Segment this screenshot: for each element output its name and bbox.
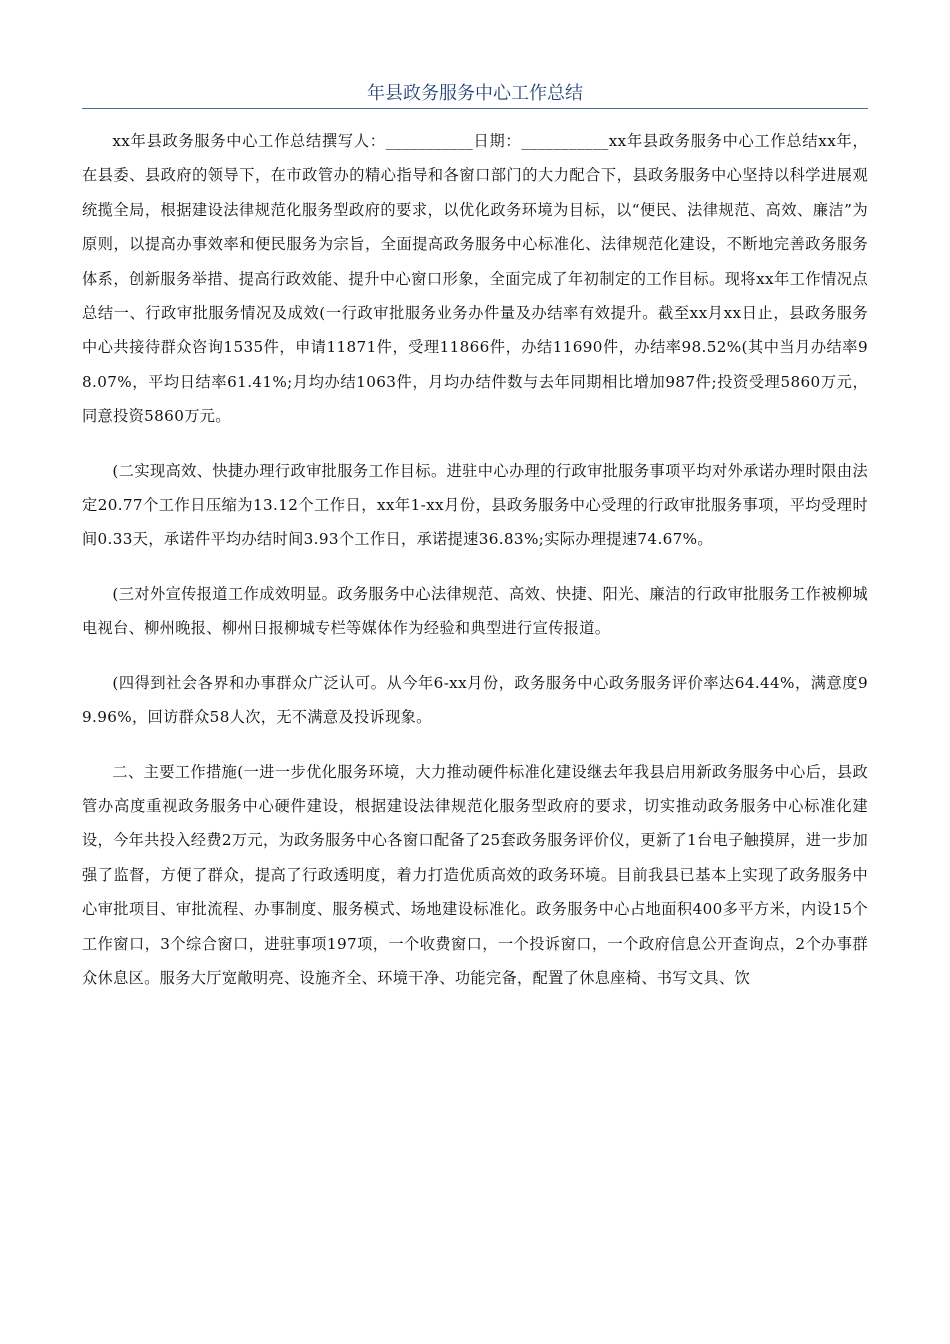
- paragraph-recognition: (四得到社会各界和办事群众广泛认可。从今年6-xx月份，政务服务中心政务服务评价率达64.44%，满意度99.96%，回访群众58人次，无不满意及投诉现象。: [82, 673, 868, 727]
- document-body: [82, 124, 868, 995]
- title-underline: [82, 108, 868, 109]
- paragraph-spacer: [82, 735, 868, 755]
- paragraph-efficiency: (二实现高效、快捷办理行政审批服务工作目标。进驻中心办理的行政审批服务事项平均对外承诺办理时限由法定20.77个工作日压缩为13.12个工作日，xx年1-xx月份，县政务服务中心受理的行政审批服务事项，平均受理时间0.33天，承诺件平均办结时间3.93个工作日，承诺提速36.83%;实际办理提速74.67%。: [82, 461, 868, 549]
- paragraph-spacer: [82, 557, 868, 577]
- paragraph-spacer: [82, 434, 868, 454]
- document-title: 年县政务服务中心工作总结: [367, 83, 583, 104]
- paragraph-spacer: [82, 646, 868, 666]
- paragraph-publicity: (三对外宣传报道工作成效明显。政务服务中心法律规范、高效、快捷、阳光、廉洁的行政审批服务工作被柳城电视台、柳州晚报、柳州日报柳城专栏等媒体作为经验和典型进行宣传报道。: [82, 584, 868, 638]
- paragraph-main-measures: 二、主要工作措施(一进一步优化服务环境，大力推动硬件标准化建设继去年我县启用新政务服务中心后，县政管办高度重视政务服务中心硬件建设，根据建设法律规范化服务型政府的要求，切实推动政务服务中心标准化建设，今年共投入经费2万元，为政务服务中心各窗口配备了25套政务服务评价仪，更新了1台电子触摸屏，进一步加强了监督，方便了群众，提高了行政透明度，着力打造优质高效的政务环境。目前我县已基本上实现了政务服务中心审批项目、审批流程、办事制度、服务模式、场地建设标准化。政务服务中心占地面积400多平方米，内设15个工作窗口，3个综合窗口，进驻事项197项，一个收费窗口，一个投诉窗口，一个政府信息公开查询点，2个办事群众休息区。服务大厅宽敞明亮、设施齐全、环境干净、功能完备，配置了休息座椅、书写文具、饮: [82, 762, 868, 987]
- paragraph-intro-and-results: xx年县政务服务中心工作总结撰写人：___________日期：___________xx年县政务服务中心工作总结xx年，在县委、县政府的领导下，在市政管办的精心指导和各窗口部门的大力配合下，县政务服务中心坚持以科学进展观统揽全局，根据建设法律规范化服务型政府的要求，以优化政务环境为目标，以“便民、法律规范、高效、廉洁”为原则，以提高办事效率和便民服务为宗旨，全面提高政务服务中心标准化、法律规范化建设，不断地完善政务服务体系，创新服务举措、提高行政效能、提升中心窗口形象，全面完成了年初制定的工作目标。现将xx年工作情况点总结一、行政审批服务情况及成效(一行政审批服务业务办件量及办结率有效提升。截至xx月xx日止，县政务服务中心共接待群众咨询1535件，申请11871件，受理11866件，办结11690件，办结率98.52%(其中当月办结率98.07%，平均日结率61.41%;月均办结1063件，月均办结件数与去年同期相比增加987件;投资受理5860万元，同意投资5860万元。: [82, 132, 868, 426]
